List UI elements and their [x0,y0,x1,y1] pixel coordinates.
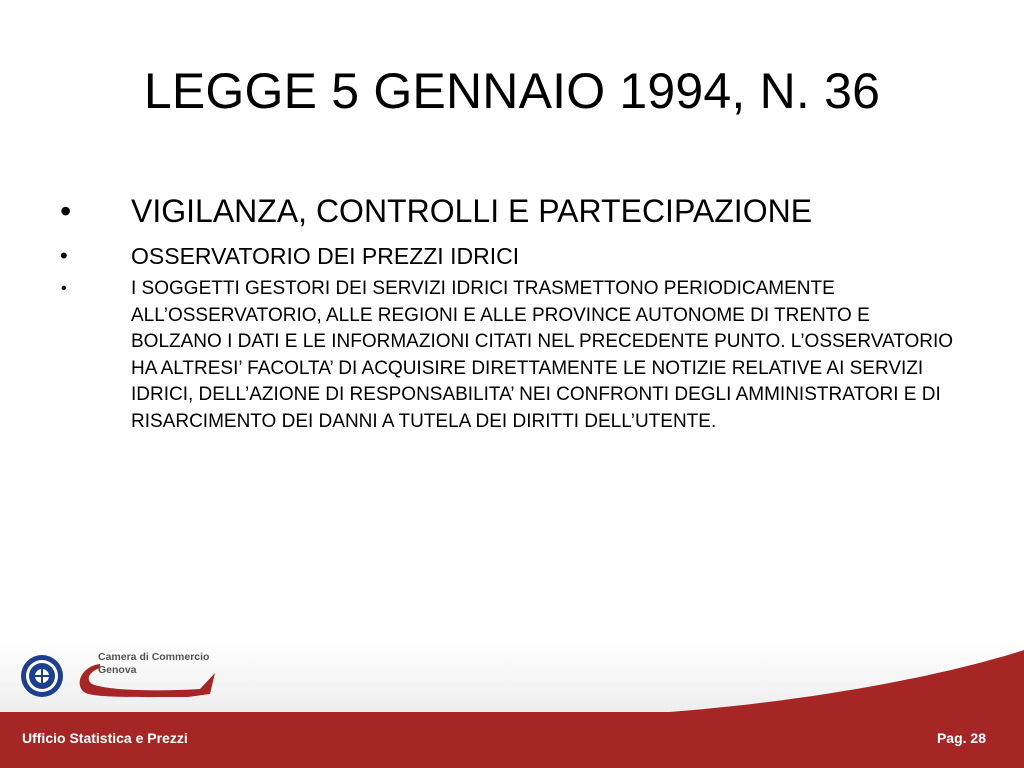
bullet-text: OSSERVATORIO DEI PREZZI IDRICI [131,243,520,269]
footer-office-label: Ufficio Statistica e Prezzi [22,730,188,746]
logo-text-genova: Genova [98,664,137,676]
bullet-text: I SOGGETTI GESTORI DEI SERVIZI IDRICI TRASMETTONO PERIODICAMENTE ALL’OSSERVATORIO, ALLE REGIONI E ALLE PROVINCE AUTONOME DI TRENTO E BOLZANO I DATI E LE INFORMAZIONI CITATI NEL PRECEDENTE PUNTO. L’OSSERVATORIO HA ALTRESI’ FACOLTA’ DI ACQUISIRE DIRETTAMENTE LE NOTIZIE RELATIVE AI SERVIZI IDRICI, DELL’AZIONE DI RESPONSABILITA’ NEI CONFRONTI DEGLI AMMINISTRATORI E DI RISARCIMENTO DEI DANNI A TUTELA DEI DIRITTI DELL’UTENTE. [131,278,954,432]
bullet-text: VIGILANZA, CONTROLLI E PARTECIPAZIONE [131,193,813,229]
bullet-item-1 [58,190,958,232]
round-seal-icon [20,654,64,698]
bullet-marker: • [60,193,72,229]
bullet-marker: • [60,243,68,268]
page-number: Pag. 28 [936,730,986,746]
slide-title: LEGGE 5 GENNAIO 1994, N. 36 [143,63,881,119]
bullet-marker: • [61,280,67,297]
bullet-item-2 [58,242,958,270]
bullet-item-3 [58,276,958,435]
logo-text-camera: Camera di Commercio [98,651,210,663]
bullet-list [58,190,958,435]
